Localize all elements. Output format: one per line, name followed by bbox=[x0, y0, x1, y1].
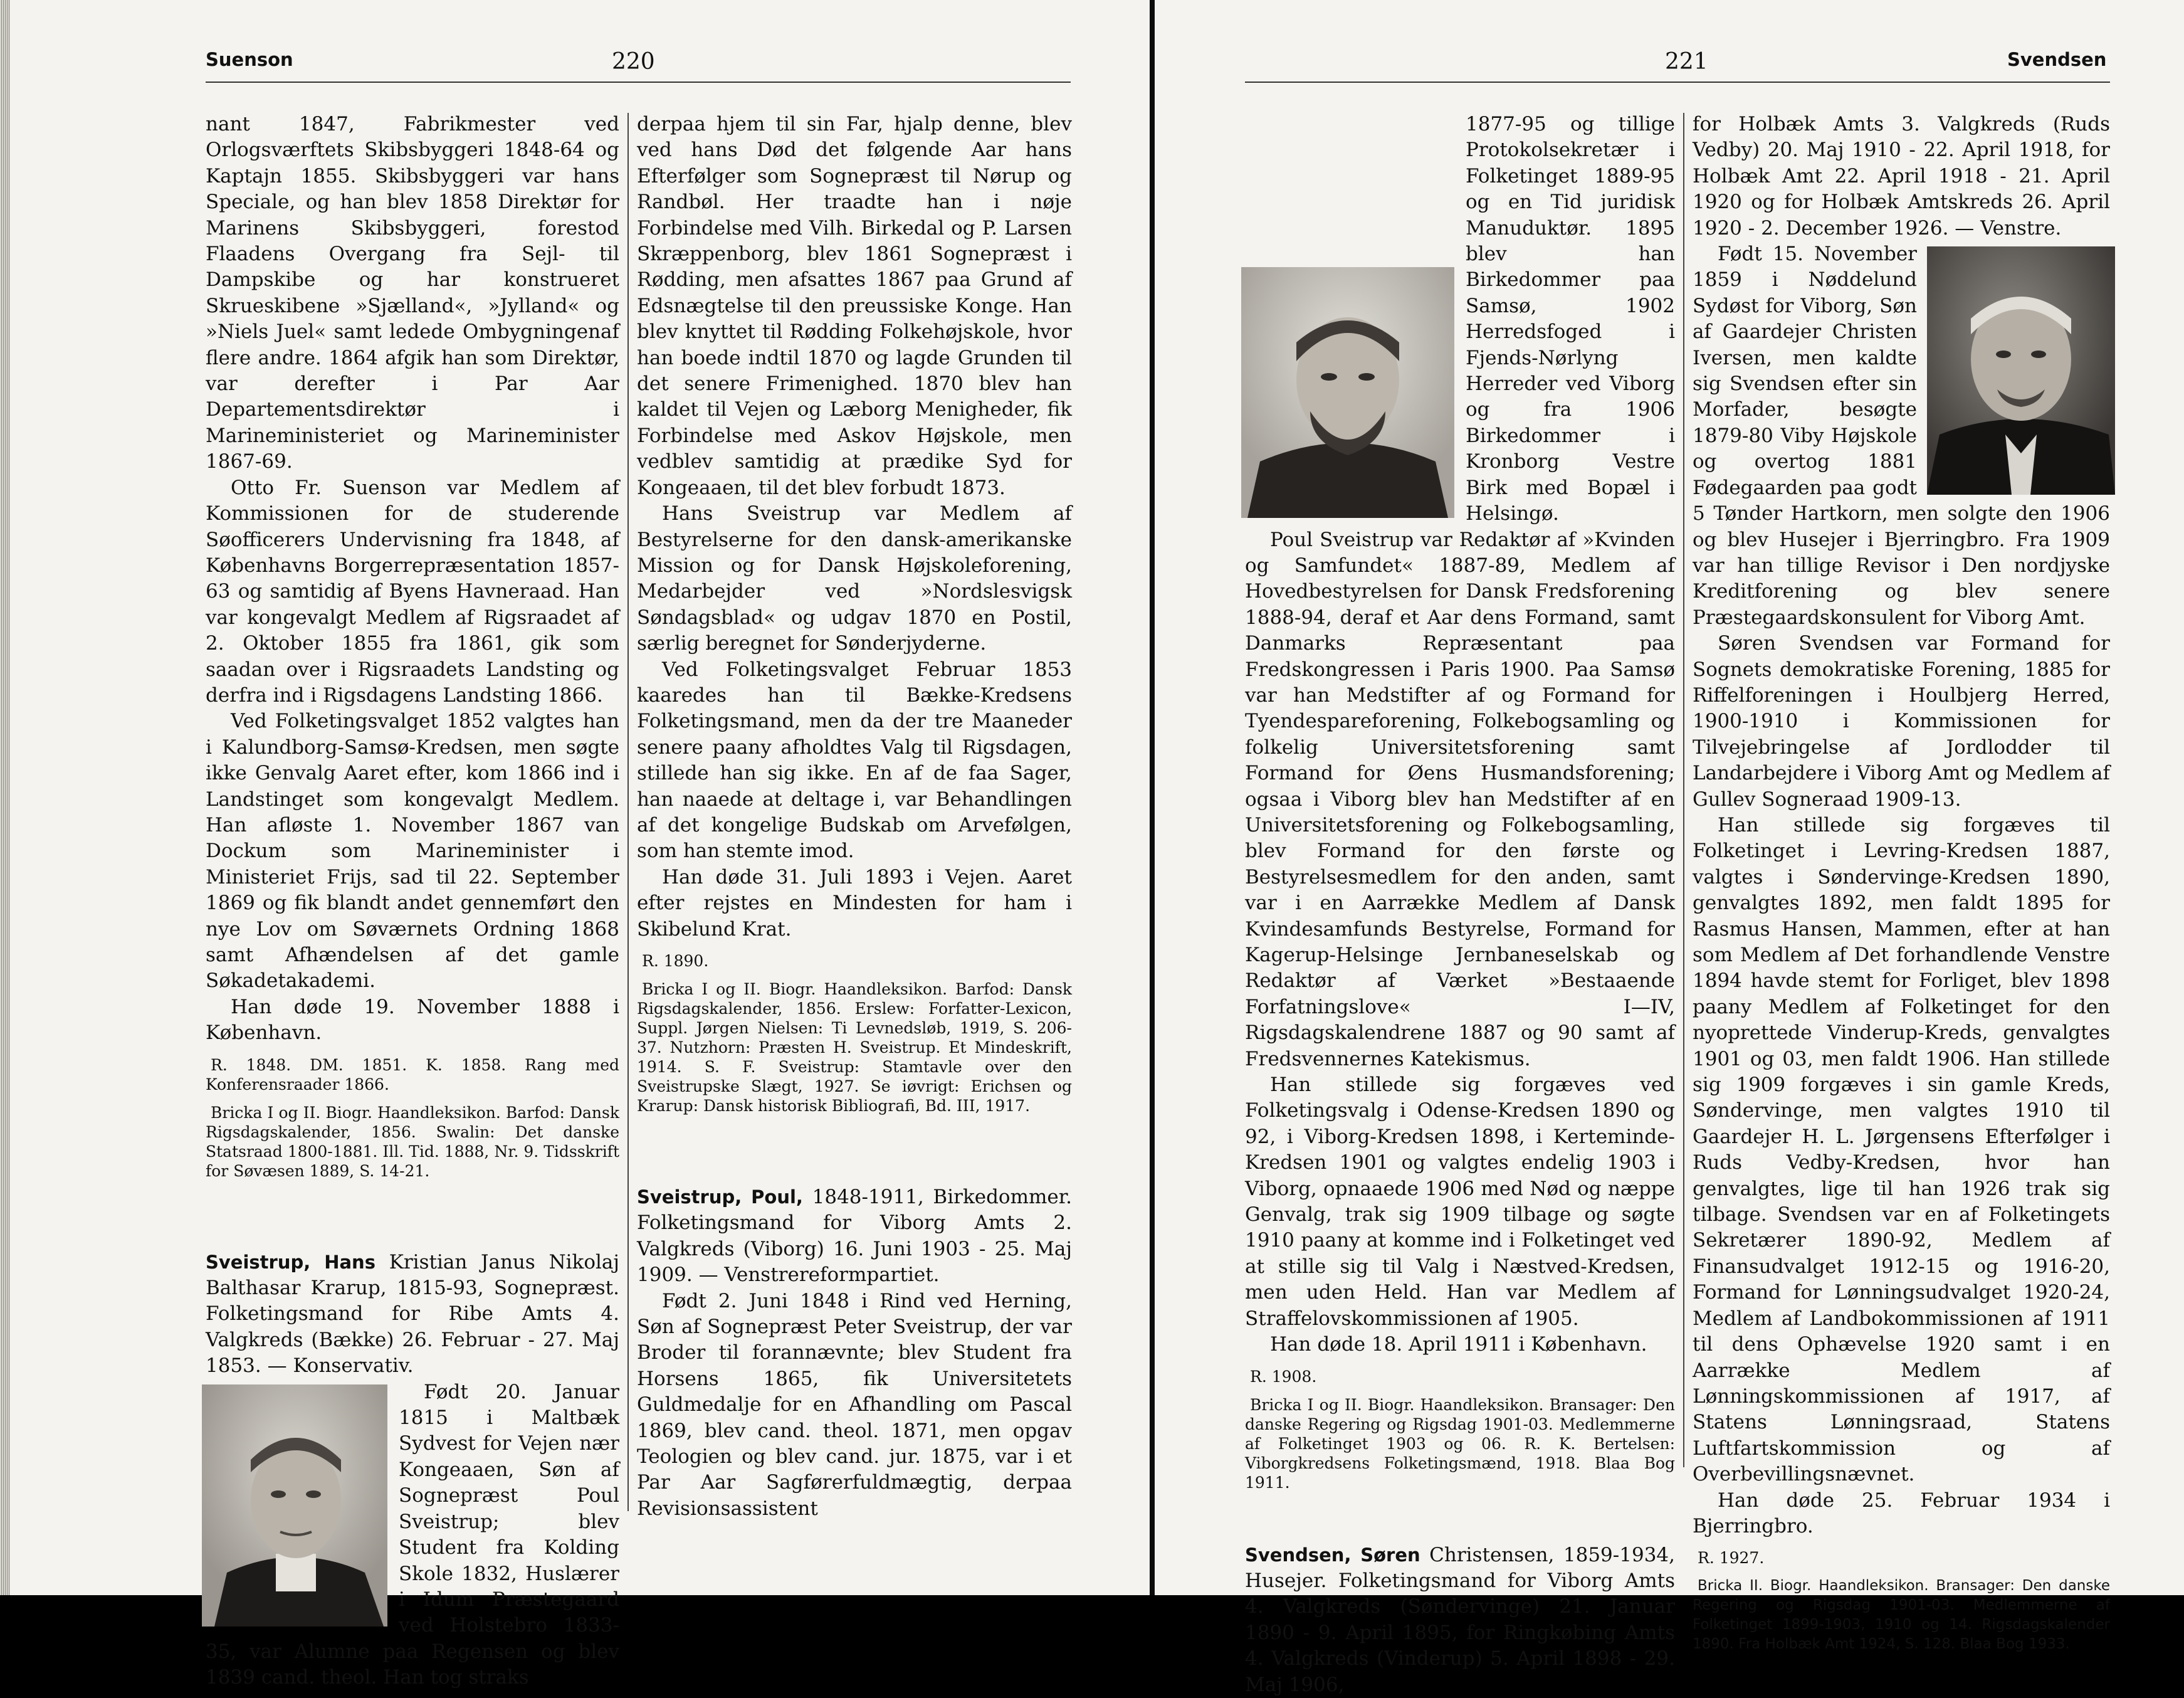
entry-name: Sveistrup, Poul, bbox=[637, 1186, 803, 1208]
paragraph: Otto Fr. Suenson var Medlem af Kommissionen for de studerende Søofficerers Undervisning fra 1848, af Københavns Borgerrepræsentation 1857-63 og samtidig af Byens Havneraad. Han var kongevalgt Medlem af Rigsraadet af 2. Oktober 1855 fra 1861, gik som saadan over i Rigsraadets Landsting og derfra ind i Rigsdagens Landsting 1866. bbox=[206, 476, 619, 707]
reference-note: R. 1890. bbox=[642, 952, 709, 970]
right-page bbox=[1155, 0, 2184, 1696]
page-number-right: 221 bbox=[1665, 49, 1708, 75]
bibliography-note: Bricka II. Biogr. Haandleksikon. Bransager: Den danske Regering og Rigsdag 1901-03. Medlemmerne af Folketinget 1899-1903, 1910 og 14. Rigsdagskalender 1890. Fra Holbæk Amt 1924, S. 128. Blaa Bog 1933. bbox=[1693, 1578, 2110, 1653]
entry-intro: Christensen, 1859-1934, Husejer. Folketingsmand for Viborg Amts 4. Valgkreds (Søndervinge) 21. Januar 1890 - 9. April 1895, for Ringkøbing Amts 4. Valgkreds (Vinderup) 5. April 1898 - 29. Maj 1906, bbox=[1245, 1543, 1675, 1696]
paragraph: Ved Folketingsvalget 1852 valgtes han i Kalundborg-Samsø-Kredsen, men søgte ikke Genvalg Aaret efter, kom 1866 ind i Landstinget som kongevalgt Medlem. Han afløste 1. November 1867 van Dockum som Marineminister i Ministeriet Frijs, sad til 22. September 1869 og fik blandt andet gennemført den nye Lov om Søværnets Ordning 1868 samt Afhændelsen af det gamle Søkadetakademi. bbox=[206, 710, 619, 993]
paragraph: derpaa hjem til sin Far, hjalp denne, blev ved hans Død det følgende Aar hans Efterfølger som Sognepræst til Nørup og Randbøl. Her traadte han i nøje Forbindelse med Vilh. Birkedal og P. Larsen Skræppenborg, blev 1861 Sognepræst i Rødding, men afsattes 1867 paa Grund af Edsnægtelse til den preussiske Konge. Han blev knyttet til Rødding Folkehøjskole, hvor han boede indtil 1870 og lagde Grunden til det senere Frimenighed. 1870 blev han kaldet til Vejen og Læborg Menigheder, fik Forbindelse med Askov Højskole, men vedblev samtidig at prædike Syd for Kongeaaen, til det blev forbudt 1873. bbox=[637, 113, 1072, 499]
portrait-soren-svendsen bbox=[1927, 246, 2115, 495]
entry-heading bbox=[206, 1250, 619, 1379]
running-head-left: Suenson bbox=[206, 49, 293, 70]
page-edge-stack bbox=[0, 0, 10, 1595]
entry-name: Svendsen, Søren bbox=[1245, 1544, 1420, 1566]
page-number-left: 220 bbox=[612, 49, 655, 75]
paragraph: Han stillede sig forgæves ved Folketingsvalg i Odense-Kredsen 1890 og 92, i Viborg-Kredsen 1898, i Kerteminde-Kredsen 1901 og valgtes endelig 1903 i Viborg, opnaaede 1906 med Nød og næppe Genvalg, trak sig 1909 tilbage og søgte 1910 paany at komme ind i Folketinget ved at stille sig til Valg i Næstved-Kredsen, men uden Held. Han var Medlem af Straffelovskommissionen af 1905. bbox=[1245, 1073, 1675, 1330]
entry-name: Sveistrup, Hans bbox=[206, 1251, 375, 1273]
right-col-1 bbox=[1245, 112, 1675, 1698]
paragraph: nant 1847, Fabrikmester ved Orlogsværftets Skibsbyggeri 1848-64 og Kaptajn 1855. Skibsbyggeri var hans Speciale, og han blev 1858 Direktør for Marinens Skibsbyggeri, forestod Flaadens Overgang fra Sejl- til Dampskibe og har konstrueret Skrueskibene »Sjælland«, »Jylland« og »Niels Juel« samt ledede Ombygningenaf flere andre. 1864 afgik han som Direktør, var derefter i Par Aar Departementsdirektør i Marineministeriet og Marineminister 1867-69. bbox=[206, 113, 619, 473]
paragraph: Hans Sveistrup var Medlem af Bestyrelserne for den dansk-amerikanske Mission og for Dansk Højskoleforening, Medarbejder ved »Nordslesvigsk Søndagsblad« og udgav 1870 en Postil, særlig beregnet for Sønderjyderne. bbox=[637, 502, 1072, 655]
right-col-2 bbox=[1693, 112, 2110, 1654]
paragraph: Han døde 25. Februar 1934 i Bjerringbro. bbox=[1693, 1489, 2110, 1537]
paragraph: Født 15. November 1859 i Nøddelund Sydøst for Viborg, Søn af Gaardejer Christen Iversen, men kaldte sig Svendsen efter sin Morfader, besøgte 1879-80 Viby Højskole og overtog 1881 Fødegaarden paa godt 5 Tønder Hartkorn, men solgte den 1906 og blev Husejer i Bjerringbro. Fra 1909 var han tillige Revisor i Den nordjyske Kreditforening og blev senere Præstegaardskonsulent for Viborg Amt. bbox=[1693, 243, 2110, 629]
left-col-2 bbox=[637, 112, 1072, 1522]
paragraph: Født 2. Juni 1848 i Rind ved Herning, Søn af Sognepræst Peter Sveistrup, der var Broder til forannævnte; blev Student fra Horsens 1865, fik Universitetets Guldmedalje for en Afhandling om Pascal 1869, blev cand. theol. 1871, men opgav Teologien og blev cand. jur. 1875, var i et Par Aar Sagførerfuldmægtig, derpaa Revisionsassistent bbox=[637, 1289, 1072, 1520]
entry-intro: Kristian Janus Nikolaj Balthasar Krarup, 1815-93, Sognepræst. Folketingsmand for Ribe Amts 4. Valgkreds (Bække) 26. Februar - 27. Maj 1853. — Konservativ. bbox=[206, 1250, 619, 1378]
header-rule bbox=[1245, 82, 2110, 83]
header-rule bbox=[206, 82, 1071, 83]
paragraph: Han stillede sig forgæves til Folketinget i Levring-Kredsen 1887, valgtes i Søndervinge-Kredsen 1890, genvalgtes 1892, men faldt 1895 for Rasmus Hansen, Mammen, efter at han som Medlem af Det forhandlende Venstre 1894 havde stemt for Forliget, blev 1898 paany Medlem af Folketinget for den nyoprettede Vinderup-Kreds, genvalgtes 1901 og 03, men faldt 1906. Han stillede sig 1909 forgæves i sin gamle Kreds, Søndervinge, men valgtes 1910 til Gaardejer H. L. Jørgensens Efterfølger i Ruds Vedby-Kredsen, hvor han genvalgtes, lige til han 1926 trak sig tilbage. Svendsen var en af Folketingets Sekretærer 1890-92, Medlem af Finansudvalget 1912-15 og 1916-20, Formand for Lønningsudvalget 1920-24, Medlem af Landbokommissionen af 1911 til dens Ophævelse 1920 samt i en Aarrække Medlem af Lønningskommissionen af 1917, af Statens Lønningsraad, Statens Luftfartskommission og af Overbevillingsnævnet. bbox=[1693, 813, 2110, 1486]
book-gutter bbox=[1150, 0, 1155, 1595]
portrait-hans-sveistrup bbox=[202, 1384, 387, 1627]
paragraph: 1877-95 og tillige Protokolsekretær i Folketinget 1889-95 og en Tid juridisk Manuduktør. 1895 blev han Birkedommer paa Samsø, 1902 Herredsfoged i Fjends-Nørlyng Herreder ved Viborg og fra 1906 Birkedommer i Kronborg Vestre Birk med Bopæl i Helsingø. bbox=[1466, 113, 1675, 525]
entry-heading bbox=[1245, 1542, 1675, 1698]
paragraph: Født 20. Januar 1815 i Maltbæk Sydvest for Vejen nær Kongeaaen, Søn af Sognepræst Poul Sveistrup; blev Student fra Kolding Skole 1832, Huslærer i Idum Præstegaard ved Holstebro 1833-35, var Alumne paa Regensen og blev 1839 cand. theol. Han tog straks bbox=[206, 1380, 619, 1689]
reference-note: R. 1908. bbox=[1250, 1367, 1317, 1386]
left-col-1 bbox=[206, 112, 619, 1691]
running-head-right: Svendsen bbox=[2007, 49, 2107, 70]
paragraph: Søren Svendsen var Formand for Sognets demokratiske Forening, 1885 for Riffelforeningen i Houlbjerg Herred, 1900-1910 i Kommissionen for Tilvejebringelse af Jordlodder til Landarbejdere i Viborg Amt og Medlem af Gullev Sogneraad 1909-13. bbox=[1693, 632, 2110, 811]
bibliography-note: Bricka I og II. Biogr. Haandleksikon. Barfod: Dansk Rigsdagskalender, 1856. Swalin: Det danske Statsraad 1800-1881. Ill. Tid. 1888, Nr. 9. Tidsskrift for Søvæsen 1889, S. 14-21. bbox=[206, 1103, 619, 1180]
paragraph: Poul Sveistrup var Redaktør af »Kvinden og Samfundet« 1887-89, Medlem af Hovedbestyrelsen for Dansk Fredsforening 1888-94, deraf et Aar dens Formand, samt Danmarks Repræsentant paa Fredskongressen i Paris 1900. Paa Samsø var han Medstifter af og Formand for Tyendespareforening, Folkebogsamling og folkelig Universitetsforening samt Formand for Øens Husmandsforening; ogsaa i Viborg blev han Medstifter af en Universitetsforening og Folkebogsamling, blev Formand for den første og Bestyrelsesmedlem for den anden, samt var i en Aarrække Medlem af Dansk Kvindesamfunds Bestyrelse, Formand for Kagerup-Helsinge Jernbaneselskab og Redaktør af Værket »Bestaaende Forfatningslove« I—IV, Rigsdagskalendrene 1887 og 90 samt af Fredsvennernes Katekismus. bbox=[1245, 528, 1675, 1070]
paragraph: Han døde 31. Juli 1893 i Vejen. Aaret efter rejstes en Mindesten for ham i Skibelund Krat. bbox=[637, 865, 1072, 941]
paragraph: Han døde 18. April 1911 i København. bbox=[1270, 1333, 1647, 1356]
paragraph: for Holbæk Amts 3. Valgkreds (Ruds Vedby) 20. Maj 1910 - 22. April 1918, for Holbæk Amt 22. April 1918 - 21. April 1920 og for Holbæk Amtskreds 26. April 1920 - 2. December 1926. — Venstre. bbox=[1693, 113, 2110, 240]
paragraph: Ved Folketingsvalget Februar 1853 kaaredes han til Bække-Kredsens Folketingsmand, men da der tre Maaneder senere paany afholdtes Valg til Rigsdagen, stillede han sig ikke. En af de faa Sager, han naaede at deltage i, var Behandlingen af det kongelige Budskab om Arvefølgen, som han stemte imod. bbox=[637, 658, 1072, 863]
entry-heading bbox=[637, 1184, 1072, 1289]
reference-note: R. 1848. DM. 1851. K. 1858. Rang med Konferensraader 1866. bbox=[206, 1055, 619, 1094]
entry-intro: 1848-1911, Birkedommer. Folketingsmand for Viborg Amts 2. Valgkreds (Viborg) 16. Juni 1903 - 25. Maj 1909. — Venstrereformpartiet. bbox=[637, 1186, 1072, 1287]
paragraph: Han døde 19. November 1888 i København. bbox=[206, 995, 619, 1045]
reference-note: R. 1927. bbox=[1698, 1549, 1765, 1568]
bibliography-note: Bricka I og II. Biogr. Haandleksikon. Bransager: Den danske Regering og Rigsdag 1901-03. Medlemmerne af Folketinget 1903 og 06. R. K. Bertelsen: Viborgkredsens Folketingsmænd, 1918. Blaa Bog 1911. bbox=[1245, 1395, 1675, 1492]
bibliography-note: Bricka I og II. Biogr. Haandleksikon. Barfod: Dansk Rigsdagskalender, 1856. Erslew: Forfatter-Lexicon, Suppl. Jørgen Nielsen: Ti Levnedsløb, 1919, S. 206-37. Nutzhorn: Præsten H. Sveistrup. Et Mindeskrift, 1914. S. F. Sveistrup: Stamtavle over den Sveistrupske Slægt, 1927. Se iøvrigt: Erichsen og Krarup: Dansk historisk Bibliografi, Bd. III, 1917. bbox=[637, 980, 1072, 1115]
column-divider bbox=[1683, 113, 1684, 1467]
portrait-poul-sveistrup bbox=[1241, 267, 1454, 518]
column-divider bbox=[627, 113, 629, 1511]
